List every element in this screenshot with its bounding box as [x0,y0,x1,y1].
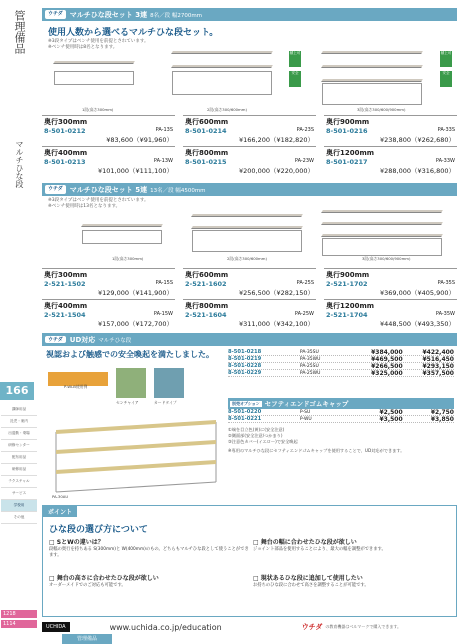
price: ¥369,000（¥405,900） [379,289,455,297]
section-title: マルチひな段セット 3連 [69,10,148,19]
depth-label: 奥行600mm [185,271,229,279]
note: ※ベンチ使用時は8名となります。 [48,45,118,50]
point-box [42,505,457,617]
depth-label: 奥行1200mm [326,302,375,310]
price: ¥2,500 [379,408,403,416]
price: ¥469,500 [371,355,403,363]
product-code-row [185,280,314,288]
section-subtitle: 13名／段 幅4500mm [150,187,206,194]
nav-item[interactable]: 託児・案内 [1,416,37,428]
depth-label: 奥行900mm [326,118,370,126]
image-caption: 1段(高さ300mm) [82,107,114,112]
main-content [42,8,457,506]
order-code[interactable]: 8-501-0215 [185,158,227,166]
bench-image-2 [192,214,302,252]
product-code-row [326,127,455,135]
nav-item[interactable]: 研修センター [1,440,37,452]
depth-label: 奥行400mm [44,149,88,157]
section-subtitle: マルチひな段 [98,337,132,344]
nav-item[interactable]: 学校用 [1,500,37,512]
reference-pages [1,610,37,630]
model-number: PA-23W [294,158,314,164]
brand-logo: ウチダ [45,10,66,19]
table-row [228,370,454,377]
price: ¥448,500（¥493,350） [379,320,455,328]
order-code[interactable]: 8-501-0221 [228,416,262,422]
model-number: PA-13S [155,127,173,133]
model-number: PA-13W [153,158,173,164]
nav-item[interactable]: 研修用品 [1,464,37,476]
bench-image-3 [322,51,422,105]
uchida-logo: UCHIDA [42,622,70,632]
footer [42,620,457,634]
bottom-tab: 管理備品 [62,634,112,644]
product-cell [324,146,457,177]
product-cell [42,299,175,330]
ud-bench-image [46,362,222,502]
option-tag: 別売オプション [232,400,260,406]
depth-label: 奥行900mm [326,271,370,279]
section-title: UD対応 [69,335,96,344]
nav-item[interactable]: 講師用品 [1,404,37,416]
answer: お持ちのひな段に合わせて高さを調整することが可能です。 [253,583,369,588]
bench-image-1 [82,224,162,244]
price-tax: ¥3,850 [430,415,454,423]
cap-note: ③注意色カバー(イエロー)で安全喚起 [228,439,298,444]
product-cell [183,146,316,177]
category-label: 管理備品 [13,10,26,54]
question: □ 舞台の高さに合わせたひな段が欲しい [49,575,159,582]
answer: オーダーメイドでのご対応も可能です。 [49,583,126,588]
product-code-row [185,158,314,166]
price-row [185,135,314,144]
price-row [326,166,455,175]
product-code-row [326,158,455,166]
price: ¥157,000（¥172,700） [97,320,173,328]
price-row [326,288,455,297]
model-number: P-WU [299,416,312,422]
price-row [185,288,314,297]
depth-label: 奥行1200mm [326,149,375,157]
image-label: PA-30AU [52,494,69,499]
usage-label: P-WLB使用例 [64,384,88,389]
order-code[interactable]: 8-501-0219 [228,356,262,362]
price-row [185,319,314,328]
index-nav [1,404,37,524]
bench-treads [56,420,216,474]
qa-item [49,540,249,559]
depth-label: 奥行800mm [185,149,229,157]
price-row [44,135,173,144]
order-code[interactable]: 8-501-0213 [44,158,86,166]
model-number: PA-35SU [299,349,319,355]
page-number: 166 [0,382,34,400]
point-heading: ひな段の選び方について [49,525,148,535]
image-caption: 3段(高さ300/600/900mm) [357,107,406,112]
cap-note: ①端を目立色(黄)に(安全注意) [228,427,285,432]
section-header-3 [42,8,457,21]
price: ¥266,500 [371,362,403,370]
price: ¥83,600（¥91,960） [106,136,173,144]
order-code[interactable]: 8-501-0218 [228,349,262,355]
product-code-row [44,280,173,288]
price: ¥166,200（¥182,820） [238,136,314,144]
product-code-row [185,311,314,319]
order-code[interactable]: 2-521-1602 [185,280,227,288]
price-tax: ¥293,150 [422,362,454,370]
product-images [42,210,457,268]
ud-section-header [42,333,457,346]
badge-icon: 安全 [289,71,301,87]
price-row [326,319,455,328]
product-images [42,51,457,115]
product-code-row [326,280,455,288]
product-cell [324,299,457,330]
footer-brand: ウチダ [301,623,323,631]
usage-photo [116,368,146,398]
order-code[interactable]: 8-501-0216 [326,127,368,135]
model-number: PA-35W [435,311,455,317]
order-code[interactable]: 2-521-1704 [326,311,368,319]
product-cell [183,268,316,299]
price-tax: ¥357,500 [422,369,454,377]
depth-label: 奥行300mm [44,118,88,126]
model-number: PA-33W [435,158,455,164]
question: □ 舞台の幅に合わせたひな段が欲しい [253,539,357,546]
cap-price-table [228,409,454,423]
model-number: PA-25W [294,311,314,317]
bench-image-3 [322,210,442,256]
badge-icon: 積上可 [289,51,301,67]
price: ¥238,800（¥262,680） [379,136,455,144]
order-code[interactable]: 2-521-1702 [326,280,368,288]
nav-item[interactable]: テクスチャル [1,476,37,488]
nav-item[interactable]: 出退勤・乗場 [1,428,37,440]
ud-price-table [228,349,454,377]
cap-note: ②側面部(安全注意/つかまり) [228,433,283,438]
product-cell [324,115,457,146]
image-caption: 2段(高さ300/600mm) [227,256,267,261]
product-cell [324,268,457,299]
price: ¥325,000 [371,369,403,377]
price-row [44,166,173,175]
order-code[interactable]: 8-501-0220 [228,409,262,415]
price-row [44,288,173,297]
catch-copy: 使用人数から選べるマルチひな段セット。 [48,28,219,38]
price: ¥101,000（¥111,100） [97,167,173,175]
nav-item[interactable]: サービス [1,488,37,500]
product-code-row [44,127,173,135]
price-tax: ¥2,750 [430,408,454,416]
depth-label: 奥行800mm [185,302,229,310]
model-number: P-SU [299,409,311,415]
qa-item [49,576,249,589]
product-cell [42,146,175,177]
price-grid-5 [42,268,457,330]
product-code-row [326,311,455,319]
cap-footnote: ※専用のマルチひな段にセフティエンドゴムキャップを使用することで、UD対応ができます。 [228,448,405,453]
note: ※ベンチ使用時は13名となります。 [48,204,121,209]
model-number: PA-33S [437,127,455,133]
product-cell [42,268,175,299]
note: ※3段タイプはベンチ使用を前提とされています。 [48,198,149,203]
price-row [44,319,173,328]
price: ¥311,000（¥342,100） [238,320,314,328]
model-number: PA-35S [437,280,455,286]
depth-label: 奥行400mm [44,302,88,310]
model-number: PA-15S [155,280,173,286]
table-row [228,416,454,423]
cap-option [228,398,454,454]
price-row [185,166,314,175]
ref-page[interactable]: 1218 [1,610,37,618]
footer-url[interactable]: www.uchida.co.jp/education [109,622,222,632]
order-code[interactable]: 8-501-0214 [185,127,227,135]
order-code[interactable]: 2-521-1504 [44,311,86,319]
qa-item [253,540,453,553]
price: ¥384,000 [371,348,403,356]
cap-title: セフティエンドゴムキャップ [264,400,349,408]
order-code[interactable]: 2-521-1502 [44,280,86,288]
section-title: マルチひな段セット 5連 [69,185,148,194]
brand-logo: ウチダ [45,185,66,194]
price-row [326,135,455,144]
footer-note: の教育機器はベルマークで購入できます。 [325,624,402,629]
catch-copy: 視認および触感での安全喚起を満たしました。 [46,350,214,359]
image-caption: 2段(高さ300/600mm) [207,107,247,112]
qa-item [253,576,453,589]
product-code-row [185,127,314,135]
model-number: PA-35WU [299,356,321,362]
badge-icon: 積上可 [440,51,452,67]
cap-header [228,398,454,409]
order-code[interactable]: 2-521-1604 [185,311,227,319]
bench-image-2 [172,51,272,95]
question: □ 現状あるひな段に追加して使用したい [253,575,363,582]
image-caption: 3段(高さ300/600/900mm) [362,256,411,261]
section-subtitle: 8名／段 幅2700mm [150,12,203,19]
price: ¥200,000（¥220,000） [238,167,314,175]
section-header-5 [42,183,457,196]
usage-photo [154,368,184,398]
brand-logo: ウチダ [45,336,66,343]
model-number: PA-15W [153,311,173,317]
question: □ SとWの違いは？ [49,539,104,546]
usage-label: カードタイプ [154,400,177,405]
order-code[interactable]: 8-501-0229 [228,370,262,376]
price: ¥129,000（¥141,900） [97,289,173,297]
model-number: PA-25S [296,280,314,286]
sidebar [0,0,40,644]
ud-section [42,346,457,506]
model-number: PA-25WU [299,370,321,376]
order-code[interactable]: 8-501-0217 [326,158,368,166]
nav-item[interactable]: 配布用品 [1,452,37,464]
answer: ジョイント部品を使用することにより、最大の幅を調整ができます。 [253,547,386,552]
badge-icon: 安全 [440,71,452,87]
nav-item[interactable]: その他 [1,512,37,524]
point-tag: ポイント [43,506,77,517]
product-code-row [44,158,173,166]
order-code[interactable]: 8-501-0228 [228,363,262,369]
order-code[interactable]: 8-501-0212 [44,127,86,135]
ref-page[interactable]: 1114 [1,620,37,628]
product-cell [42,115,175,146]
subcategory-label: マルチひな段 [15,140,24,188]
price: ¥256,500（¥282,150） [238,289,314,297]
price-tax: ¥516,450 [422,355,454,363]
price: ¥3,500 [379,415,403,423]
depth-label: 奥行300mm [44,271,88,279]
product-cell [183,115,316,146]
model-number: PA-23S [296,127,314,133]
model-number: PA-25SU [299,363,319,369]
price: ¥288,000（¥316,800） [379,167,455,175]
product-code-row [44,311,173,319]
depth-label: 奥行600mm [185,118,229,126]
price-tax: ¥422,400 [422,348,454,356]
product-cell [183,299,316,330]
usage-label: センチャイア [116,400,139,405]
bench-image-1 [54,61,134,85]
price-grid-3 [42,115,457,177]
note: ※3段タイプはベンチ使用を前提とされています。 [48,39,149,44]
answer: 段幅の奥行を持ちある S(300mm)と W(400mm)のもの。どちらもマルチひな段として使うことができます。 [49,547,249,558]
image-caption: 1段(高さ300mm) [112,256,144,261]
